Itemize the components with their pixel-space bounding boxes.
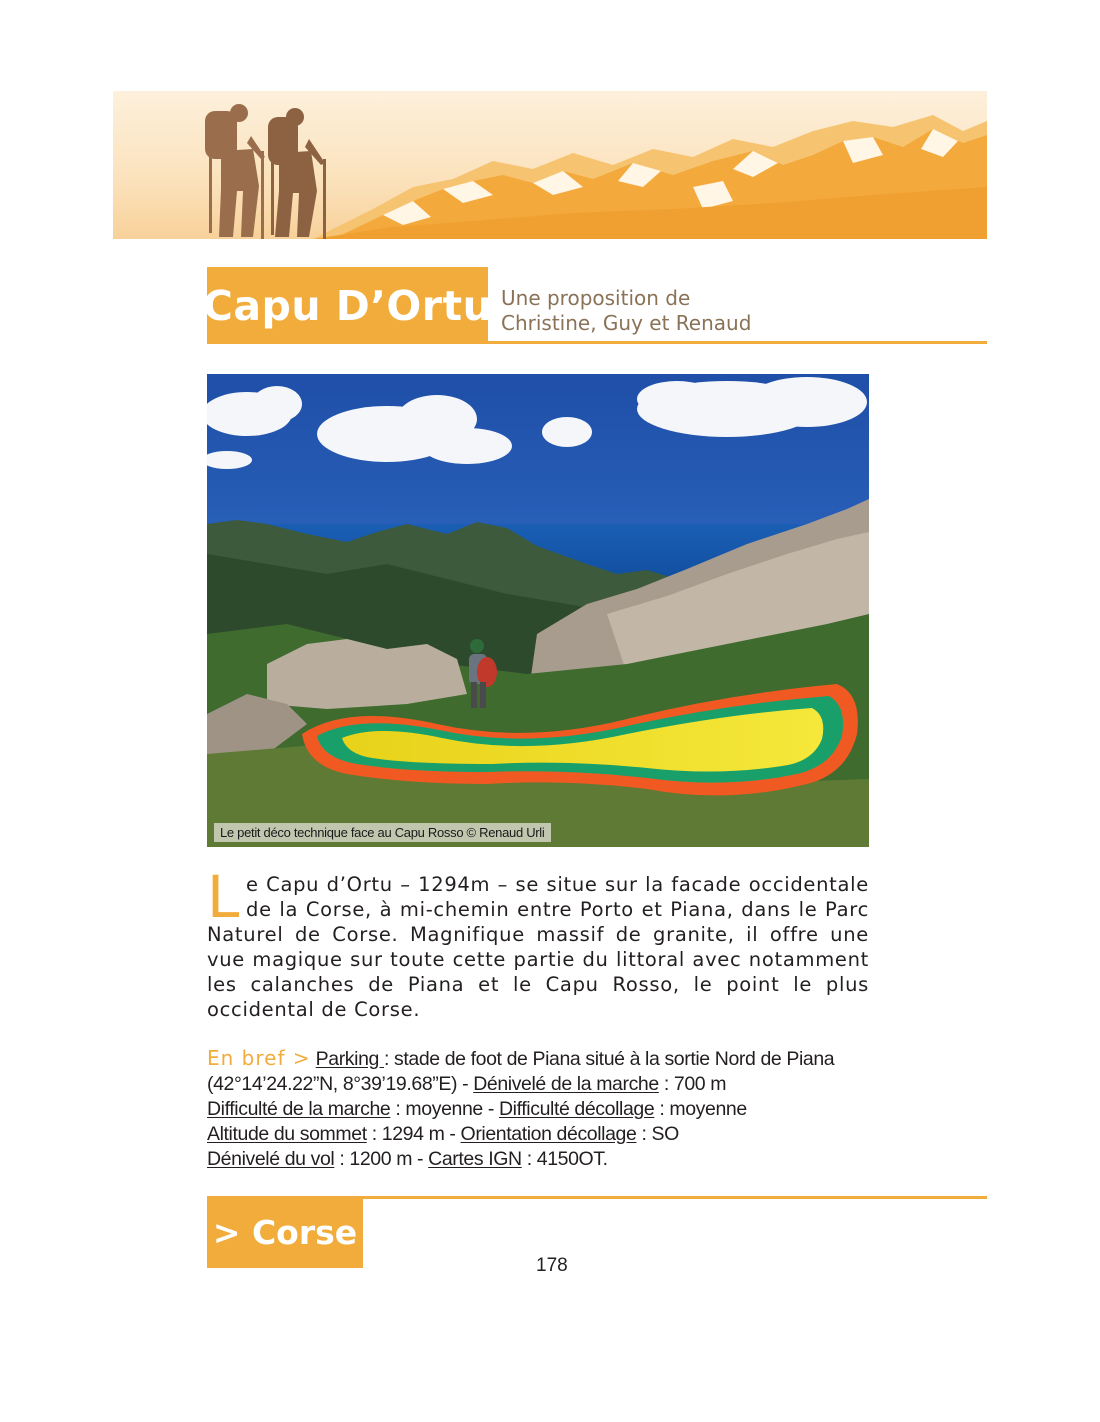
drop-cap: L bbox=[207, 863, 241, 931]
title-box bbox=[202, 267, 493, 344]
hikers-mountains-illustration bbox=[113, 91, 987, 239]
altitude-label: Altitude du sommet bbox=[207, 1123, 367, 1145]
orientation-label: Orientation décollage bbox=[460, 1123, 637, 1145]
orientation-value: : SO bbox=[636, 1123, 679, 1145]
denivele-vol-label: Dénivelé du vol bbox=[207, 1148, 335, 1170]
main-photo bbox=[207, 374, 869, 847]
section-tab bbox=[207, 1196, 363, 1268]
difficulte-decollage-label: Difficulté décollage bbox=[498, 1098, 655, 1120]
subtitle-line-2: Christine, Guy et Renaud bbox=[501, 311, 752, 335]
cartes-ign-label: Cartes IGN bbox=[428, 1148, 522, 1170]
denivele-marche-value: : 700 m bbox=[658, 1073, 727, 1095]
page-title: Capu D’Ortu bbox=[202, 281, 493, 330]
subtitle bbox=[501, 286, 751, 336]
en-bref-heading: En bref > bbox=[207, 1046, 311, 1070]
difficulte-marche-label: Difficulté de la marche bbox=[207, 1098, 391, 1120]
denivele-vol-value: : 1200 m - bbox=[334, 1148, 429, 1170]
title-divider bbox=[488, 341, 987, 344]
intro-text: e Capu d’Ortu – 1294m – se situe sur la facade occidentale de la Corse, à mi-chemin entre Porto et Piana, dans le Parc Naturel de Corse. Magnifique massif de granite, il offre une vue magique sur toute cette partie du littoral avec notamment les calanches de Piana et le Capu Rosso, le point le plus occidental de Corse. bbox=[207, 873, 869, 1021]
cartes-ign-value: : 4150OT. bbox=[521, 1148, 608, 1170]
subtitle-line-1: Une proposition de bbox=[501, 286, 691, 310]
difficulte-decollage-value: : moyenne bbox=[654, 1098, 747, 1120]
page-number: 178 bbox=[536, 1255, 568, 1276]
photo-caption: Le petit déco technique face au Capu Rosso © Renaud Urli bbox=[214, 823, 551, 842]
difficulte-marche-value: : moyenne - bbox=[390, 1098, 499, 1120]
parking-label: Parking bbox=[315, 1048, 384, 1070]
info-summary bbox=[207, 1046, 877, 1172]
paraglider-landscape-image bbox=[207, 374, 869, 847]
denivele-marche-label: Dénivelé de la marche bbox=[473, 1073, 659, 1095]
intro-paragraph bbox=[207, 863, 869, 1022]
parking-value: : stade de foot de Piana situé à la sortie Nord de Piana (42°14’24.22”N, 8°39’19.68”E) - bbox=[207, 1048, 835, 1095]
altitude-value: : 1294 m - bbox=[366, 1123, 461, 1145]
header-banner bbox=[113, 91, 987, 239]
section-title: > Corse bbox=[212, 1212, 358, 1252]
